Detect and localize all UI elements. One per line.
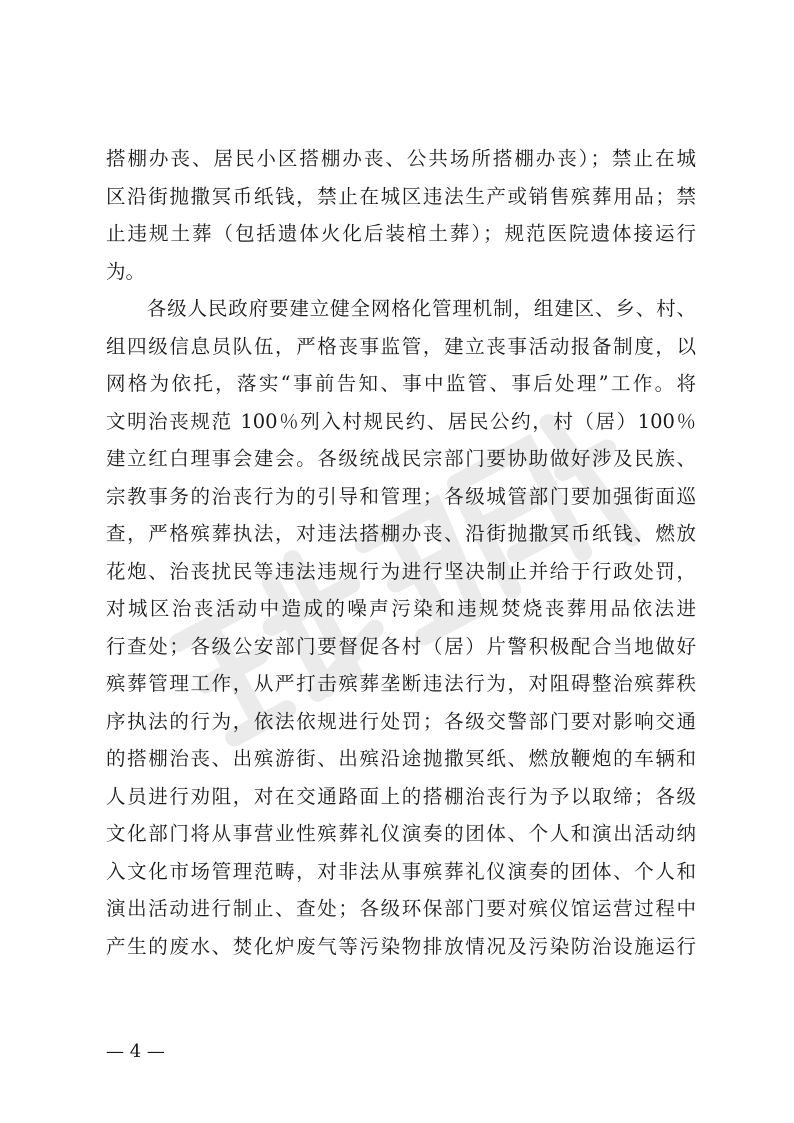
text-line: 止违规土葬（包括遗体火化后装棺土葬）；规范医院遗体接运行 <box>106 222 696 245</box>
text-line: 组四级信息员队伍，严格丧事监管，建立丧事活动报备制度，以 <box>106 334 696 358</box>
text-line: 对城区治丧活动中造成的噪声污染和违规焚烧丧葬用品依法进 <box>106 597 696 620</box>
text-line: 产生的废水、焚化炉废气等污染物排放情况及污染防治设施运行 <box>106 934 696 958</box>
text-line: 搭棚办丧、居民小区搭棚办丧、公共场所搭棚办丧）；禁止在城 <box>106 147 696 170</box>
body-text <box>106 140 696 965</box>
text-line: 花炮、治丧扰民等违法违规行为进行坚决制止并给于行政处罚， <box>106 559 696 583</box>
text-line: 演出活动进行制止、查处；各级环保部门要对殡仪馆运营过程中 <box>106 897 696 920</box>
text-line: 宗教事务的治丧行为的引导和管理；各级城管部门要加强街面巡 <box>106 484 696 508</box>
text-line: 序执法的行为，依法依规进行处罚；各级交警部门要对影响交通 <box>106 709 696 733</box>
text-line: 行查处；各级公安部门要督促各村（居）片警积极配合当地做好 <box>106 634 696 658</box>
text-line: 入文化市场管理范畴，对非法从事殡葬礼仪演奏的团体、个人和 <box>106 859 696 883</box>
text-line: 殡葬管理工作，从严打击殡葬垄断违法行为，对阻碍整治殡葬秩 <box>106 672 696 695</box>
text-line: 文化部门将从事营业性殡葬礼仪演奏的团体、个人和演出活动纳 <box>106 822 696 845</box>
text-line: 各级人民政府要建立健全网格化管理机制，组建区、乡、村、 <box>106 297 696 320</box>
text-line: 网格为依托，落实“事前告知、事中监管、事后处理”工作。将 <box>106 372 696 395</box>
text-line: 区沿街抛撒冥币纸钱，禁止在城区违法生产或销售殡葬用品；禁 <box>106 184 696 208</box>
text-line: 文明治丧规范 100％列入村规民约、居民公约，村（居）100％ <box>106 409 696 433</box>
text-line: 查，严格殡葬执法，对违法搭棚办丧、沿街抛撒冥币纸钱、燃放 <box>106 522 696 545</box>
text-line: 建立红白理事会建会。各级统战民宗部门要协助做好涉及民族、 <box>106 447 696 470</box>
text-line: 的搭棚治丧、出殡游街、出殡沿途抛撒冥纸、燃放鞭炮的车辆和 <box>106 747 696 770</box>
text-line: 为。 <box>106 259 146 283</box>
page-number: — 4 — <box>106 1041 165 1062</box>
text-line: 人员进行劝阻，对在交通路面上的搭棚治丧行为予以取缔；各级 <box>106 784 696 808</box>
